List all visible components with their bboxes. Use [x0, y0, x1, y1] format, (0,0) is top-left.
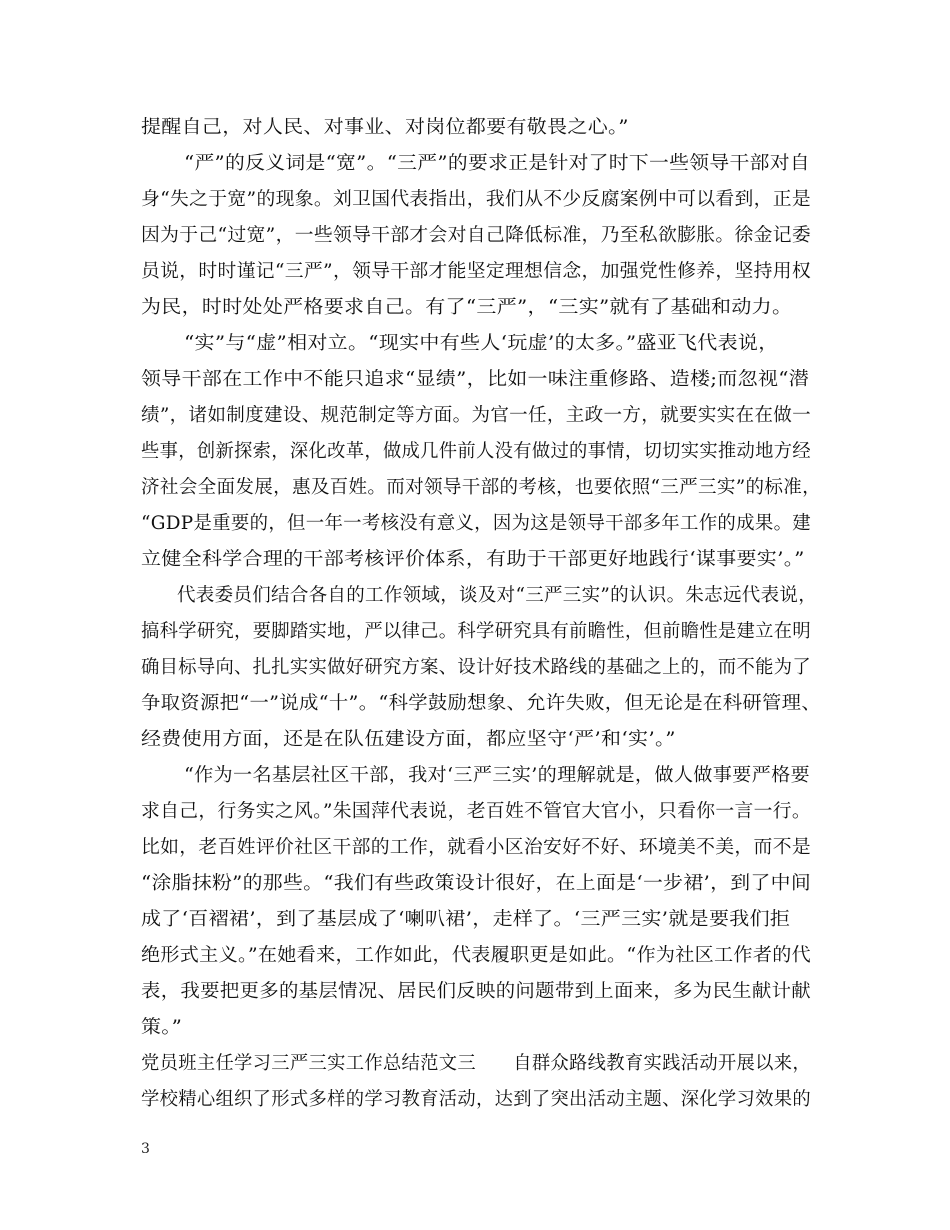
- text-line: 济社会全面发展，惠及百姓。而对领导干部的考核，也要依照“三严三实”的标准，: [141, 477, 821, 498]
- text-line: 表，我要把更多的基层情况、居民们反映的问题带到上面来，多为民生献计献: [141, 981, 811, 1002]
- text-line: 绝形式主义。”在她看来，工作如此，代表履职更是如此。“作为社区工作者的代: [141, 945, 811, 966]
- text-line: 立健全科学合理的干部考核评价体系，有助于干部更好地践行‘谋事要实’。”: [141, 549, 805, 570]
- text-line: 学校精心组织了形式多样的学习教育活动，达到了突出活动主题、深化学习效果的: [141, 1089, 811, 1110]
- text-line: 求自己，行务实之风。”朱国萍代表说，老百姓不管官大官小，只看你一言一行。: [141, 801, 812, 822]
- text-line: 搞科学研究，要脚踏实地，严以律己。科学研究具有前瞻性，但前瞻性是建立在明: [141, 621, 811, 642]
- text-line: 些事，创新探索，深化改革，做成几件前人没有做过的事情，切切实实推动地方经: [141, 441, 811, 462]
- text-line: 经费使用方面，还是在队伍建设方面，都应坚守‘严’和‘实’。”: [141, 729, 676, 750]
- text-line: 绩”，诸如制度建设、规范制定等方面。为官一任，主政一方，就要实实在在做一: [141, 405, 811, 426]
- text-line: 争取资源把“一”说成“十”。“科学鼓励想象、允许失败，但无论是在科研管理、: [141, 693, 821, 714]
- text-line: 领导干部在工作中不能只追求“显绩”，比如一味注重修路、造楼;而忽视“潜: [141, 369, 810, 390]
- text-line: 成了‘百褶裙’，到了基层成了‘喇叭裙’，走样了。‘三严三实’就是要我们拒: [141, 909, 791, 930]
- text-line: “严”的反义词是“宽”。“三严”的要求正是针对了时下一些领导干部对自: [184, 153, 810, 174]
- text-line: 身“失之于宽”的现象。刘卫国代表指出，我们从不少反腐案例中可以看到，正是: [141, 189, 811, 210]
- text-line: 代表委员们结合各自的工作领域，谈及对“三严三实”的认识。朱志远代表说，: [177, 585, 817, 606]
- text-line: 确目标导向、扎扎实实做好研究方案、设计好技术路线的基础之上的，而不能为了: [141, 657, 811, 678]
- text-line: 为民，时时处处严格要求自己。有了“三严”，“三实”就有了基础和动力。: [141, 297, 793, 318]
- text-line: “涂脂抹粉”的那些。“我们有些政策设计很好，在上面是‘一步裙’，到了中间: [141, 873, 811, 894]
- text-line: 因为于己“过宽”，一些领导干部才会对自己降低标准，乃至私欲膨胀。徐金记委: [141, 225, 811, 246]
- text-line: 员说，时时谨记“三严”，领导干部才能坚定理想信念，加强党性修养，坚持用权: [141, 261, 811, 282]
- page-number: 3: [141, 1141, 150, 1157]
- text-line: 策。”: [141, 1017, 183, 1038]
- text-line: “实”与“虚”相对立。“现实中有些人‘玩虚’的太多。”盛亚飞代表说，: [184, 333, 779, 354]
- text-line: “作为一名基层社区干部，我对‘三严三实’的理解就是，做人做事要严格要: [184, 765, 810, 786]
- text-line: 提醒自己，对人民、对事业、对岗位都要有敬畏之心。”: [141, 117, 629, 138]
- text-line: “GDP是重要的，但一年一考核没有意义，因为这是领导干部多年工作的成果。建: [141, 513, 811, 534]
- text-line: 比如，老百姓评价社区干部的工作，就看小区治安好不好、环境美不美，而不是: [141, 837, 811, 858]
- section-heading-line: 党员班主任学习三严三实工作总结范文三 自群众路线教育实践活动开展以来，: [141, 1053, 811, 1074]
